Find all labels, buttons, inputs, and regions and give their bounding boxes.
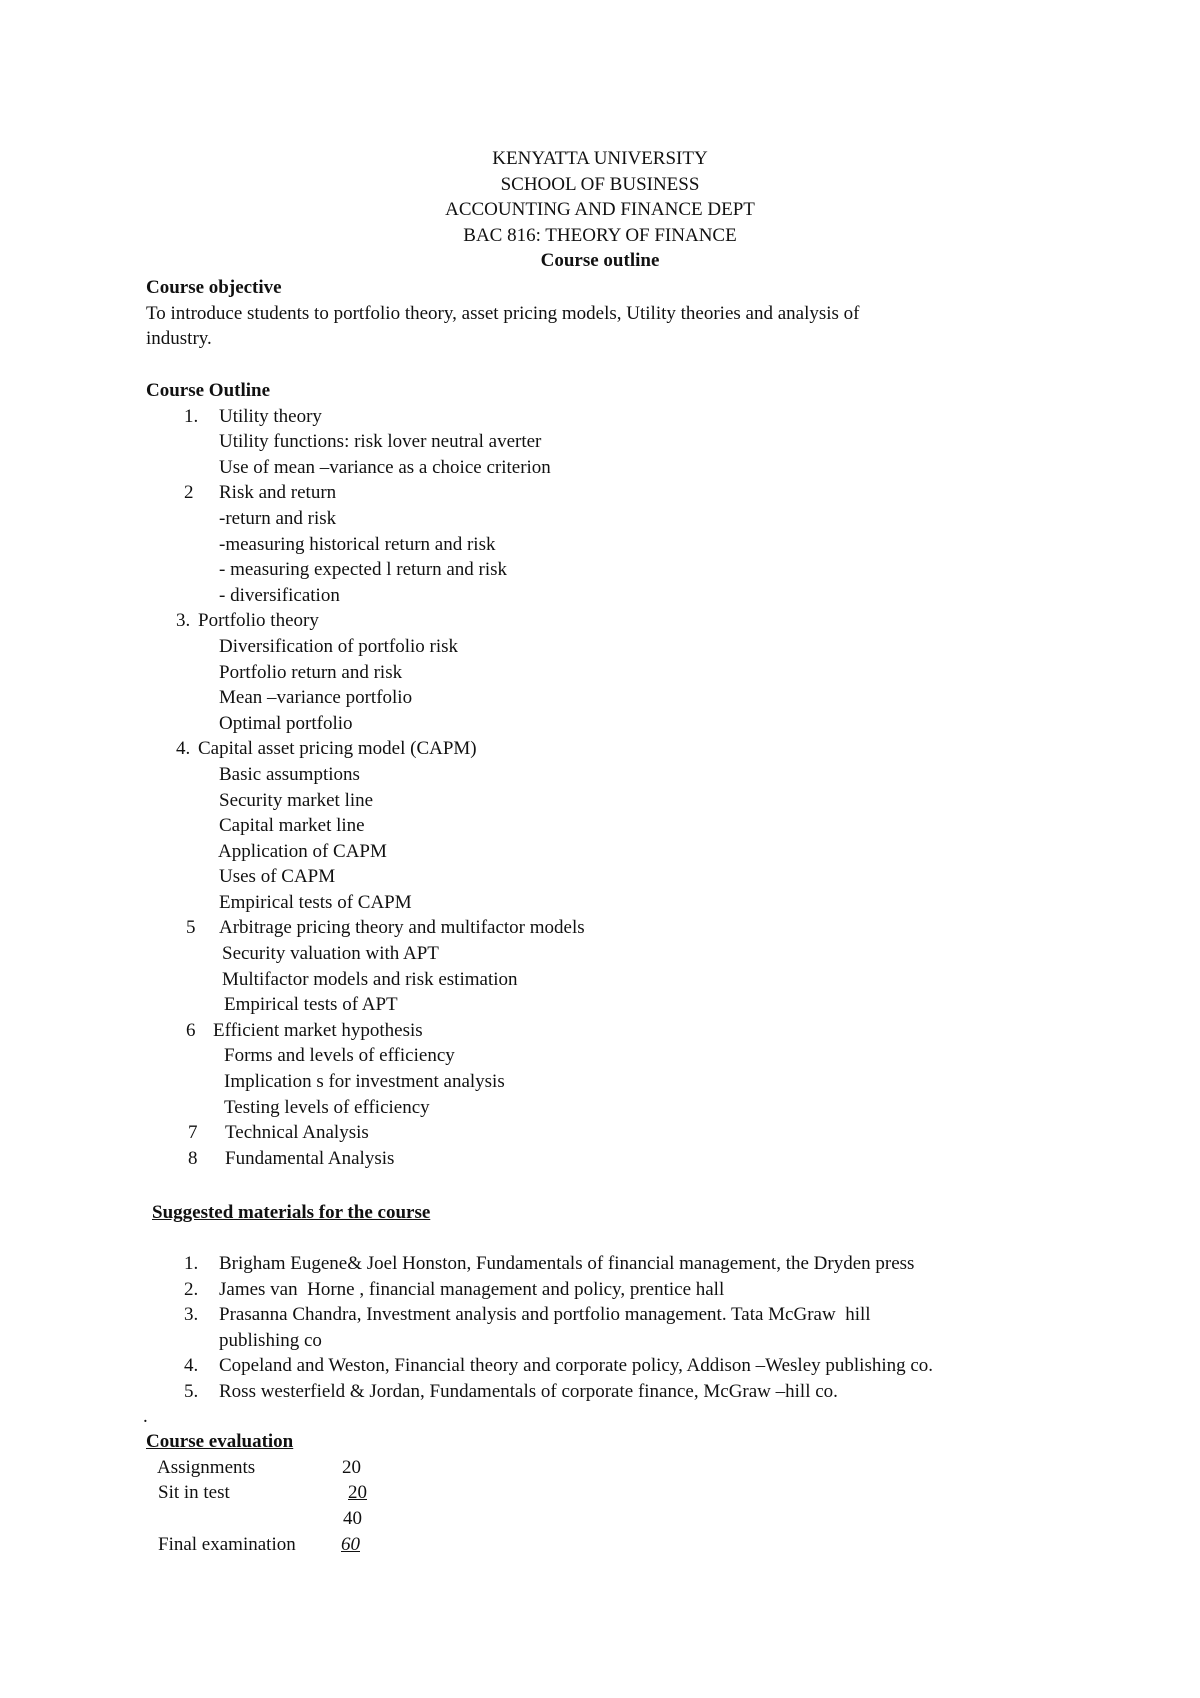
outline-item (146, 890, 1046, 916)
material-item (146, 1353, 1046, 1379)
materials-dot-wrap (143, 1404, 1043, 1430)
outline-item-text: Testing levels of efficiency (224, 1096, 430, 1118)
outline-item (146, 1043, 1046, 1069)
outline-item-text: Basic assumptions (219, 763, 360, 785)
outline-item (146, 583, 1046, 609)
outline-item-text: Uses of CAPM (219, 866, 336, 888)
university-name: KENYATTA UNIVERSITY (492, 148, 708, 169)
outline-item-text: Diversification of portfolio risk (219, 635, 459, 657)
outline-item-text: Multifactor models and risk estimation (222, 968, 518, 990)
outline-item-text: Technical Analysis (225, 1122, 369, 1144)
outline-item (146, 711, 1046, 737)
material-item-text: James van Horne , financial management and policy, prentice hall (219, 1278, 725, 1300)
outline-item (146, 941, 1046, 967)
outline-list (146, 404, 1046, 1172)
sitin-label: Sit in test (158, 1482, 230, 1503)
material-item (146, 1379, 1046, 1405)
material-item-number: 3. (184, 1304, 199, 1326)
outline-item (146, 1146, 1046, 1172)
outline-item (146, 1018, 1046, 1044)
outline-item-text: Security market line (219, 789, 374, 811)
outline-item-text: -return and risk (219, 507, 337, 529)
sitin-value: 20 (348, 1482, 367, 1503)
objective-section (146, 275, 1046, 352)
outline-item (146, 634, 1046, 660)
material-item-text: Prasanna Chandra, Investment analysis and portfolio management. Tata McGraw hill (219, 1304, 871, 1326)
material-item-text: Ross westerfield & Jordan, Fundamentals of corporate finance, McGraw –hill co. (219, 1380, 838, 1402)
outline-heading: Course Outline (146, 380, 271, 401)
outline-item-text: Arbitrage pricing theory and multifactor models (219, 917, 585, 939)
objective-text-line: industry. (146, 328, 212, 350)
outline-item-text: Use of mean –variance as a choice criterion (219, 456, 551, 478)
materials-heading: Suggested materials for the course (152, 1202, 431, 1223)
outline-item (146, 506, 1046, 532)
outline-item-text: Empirical tests of CAPM (219, 891, 412, 913)
outline-item-text: 3. (176, 610, 191, 632)
outline-item-text: Mean –variance portfolio (219, 687, 413, 709)
outline-item-text: Portfolio theory (198, 610, 319, 632)
outline-item (146, 404, 1046, 430)
outline-item-number: 8 (188, 1147, 198, 1169)
materials-list (146, 1251, 1046, 1405)
outline-item-text: Forms and levels of efficiency (224, 1045, 455, 1067)
outline-item (146, 1069, 1046, 1095)
outline-item-text: Utility theory (219, 405, 322, 427)
material-item-text: Brigham Eugene& Joel Honston, Fundamentals of financial management, the Dryden press (219, 1253, 915, 1274)
material-item-number: 2. (184, 1278, 199, 1300)
material-item (146, 1251, 1046, 1277)
outline-item (146, 839, 1046, 865)
outline-item (146, 736, 1046, 762)
outline-item (146, 557, 1046, 583)
outline-item (146, 532, 1046, 558)
outline-item (146, 608, 1046, 634)
outline-item-text: Implication s for investment analysis (224, 1071, 505, 1093)
subtotal-value: 40 (343, 1508, 362, 1529)
outline-item (146, 1120, 1046, 1146)
material-item (146, 1277, 1046, 1303)
evaluation-heading: Course evaluation (146, 1431, 294, 1452)
outline-item-text: Capital asset pricing model (CAPM) (198, 738, 477, 760)
outline-item (146, 429, 1046, 455)
objective-heading: Course objective (146, 277, 282, 298)
outline-item (146, 992, 1046, 1018)
outline-item-text: Security valuation with APT (222, 943, 439, 965)
outline-item (146, 864, 1046, 890)
outline-section (146, 378, 1046, 1171)
document-header (0, 146, 1200, 274)
outline-item-number: 6 (186, 1019, 196, 1041)
outline-item-text: Empirical tests of APT (224, 994, 398, 1016)
outline-item-text: Application of CAPM (218, 840, 387, 862)
outline-item (146, 788, 1046, 814)
materials-heading-wrap (152, 1200, 1052, 1226)
final-exam-value: 60 (341, 1534, 360, 1555)
outline-item (146, 685, 1046, 711)
outline-item (146, 813, 1046, 839)
stray-dot: . (143, 1406, 148, 1427)
material-item-text: Copeland and Weston, Financial theory and corporate policy, Addison –Wesley publishing co. (219, 1355, 934, 1377)
outline-item (146, 480, 1046, 506)
outline-item-text: -measuring historical return and risk (219, 533, 496, 555)
outline-item-text: Utility functions: risk lover neutral averter (219, 431, 542, 453)
outline-item-text: Portfolio return and risk (219, 661, 403, 683)
course-subtitle: Course outline (540, 250, 660, 272)
evaluation-section (146, 1429, 1046, 1455)
material-item-text: publishing co (219, 1329, 322, 1351)
objective-text-line: To introduce students to portfolio theory, asset pricing models, Utility theories and analysis of (146, 302, 860, 324)
outline-item (146, 660, 1046, 686)
material-item (146, 1328, 1046, 1354)
outline-item (146, 455, 1046, 481)
outline-item-number: 1. (184, 405, 199, 427)
course-title: BAC 816: THEORY OF FINANCE (463, 224, 737, 246)
assignments-label: Assignments (157, 1457, 256, 1478)
material-item (146, 1302, 1046, 1328)
outline-item-text: Efficient market hypothesis (213, 1019, 423, 1041)
outline-item (146, 915, 1046, 941)
material-item-number: 4. (184, 1355, 199, 1377)
outline-item-number: 7 (188, 1122, 198, 1144)
outline-item (146, 1095, 1046, 1121)
outline-item-text: Capital market line (219, 815, 365, 837)
outline-item (146, 967, 1046, 993)
outline-item-number: 5 (186, 917, 196, 939)
material-item-number: 1. (184, 1253, 199, 1274)
school-name: SCHOOL OF BUSINESS (500, 173, 700, 195)
material-item-number: 5. (184, 1380, 199, 1402)
outline-item-text: Optimal portfolio (219, 712, 353, 734)
outline-item-text: Fundamental Analysis (225, 1147, 395, 1169)
outline-item-text: - diversification (219, 584, 340, 606)
assignments-value: 20 (342, 1457, 361, 1478)
department-name: ACCOUNTING AND FINANCE DEPT (445, 199, 755, 221)
outline-item-text: 4. (176, 738, 191, 760)
outline-item-text: - measuring expected l return and risk (219, 559, 508, 581)
outline-item-number: 2 (184, 482, 194, 504)
outline-item-text: Risk and return (219, 482, 337, 504)
final-exam-label: Final examination (158, 1534, 296, 1555)
outline-item (146, 762, 1046, 788)
